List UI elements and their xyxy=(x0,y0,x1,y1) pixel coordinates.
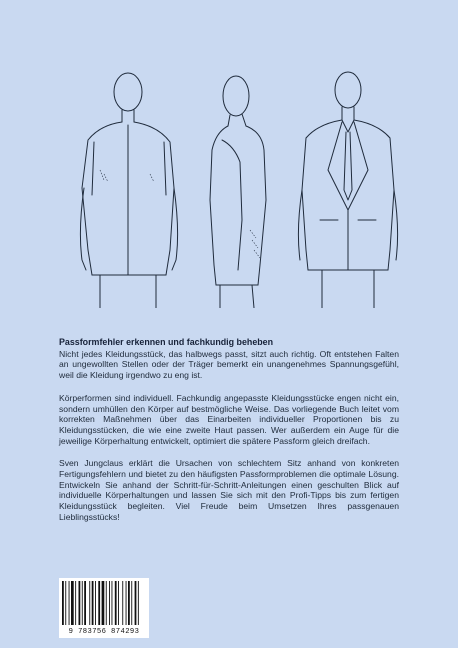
back-view-figure xyxy=(80,73,177,308)
blurb-paragraph-3: Sven Jungclaus erklärt die Ursachen von schlechtem Sitz anhand von konkreten Fertigungsfehlern und bietet zu den häufigsten Passformproblemen die optimale Lösung. Entwickeln Sie anhand der Schritt-für-Schritt-Anleitungen einen geschulten Blick auf individuelle Körperhaltungen und lassen Sie sich mit den Profi-Tipps bis zum fertigen Kleidungsstück begleiten. Viel Freude beim Umsetzen Ihres passgenauen Lieblingsstücks! xyxy=(59,458,399,522)
blurb-paragraph-1: Nicht jedes Kleidungsstück, das halbwegs passt, sitzt auch richtig. Oft entstehen Falten an ungewollten Stellen oder der Träger bemerkt ein unangenehmes Spannungsgefühl, weil die Kleidung irgendwo zu eng ist. xyxy=(59,348,399,381)
isbn-number: 9 783756 874293 xyxy=(68,628,140,636)
blurb-paragraph-2: Körperformen sind individuell. Fachkundig angepasste Kleidungsstücke engen nicht ein, sondern umhüllen den Körper auf bestmögliche Weise. Das vorliegende Buch leitet vom korrekten Maßnehmen über das Einarbeiten individueller Proportionen bis zu Kleidungsstücken, die wie eine zweite Haut passen. Wer außerdem ein Auge für die jeweilige Körperhaltung entwickelt, optimiert die spätere Passform gleich dreifach. xyxy=(59,392,399,446)
front-view-figure xyxy=(298,72,397,308)
barcode-icon xyxy=(61,581,147,625)
back-cover-text xyxy=(59,337,399,535)
three-jacket-figures-icon xyxy=(70,70,410,308)
blurb-heading: Passformfehler erkennen und fachkundig beheben xyxy=(59,337,274,347)
isbn-barcode xyxy=(59,578,149,638)
side-view-figure xyxy=(210,76,266,308)
jacket-figures-illustration xyxy=(70,70,410,308)
